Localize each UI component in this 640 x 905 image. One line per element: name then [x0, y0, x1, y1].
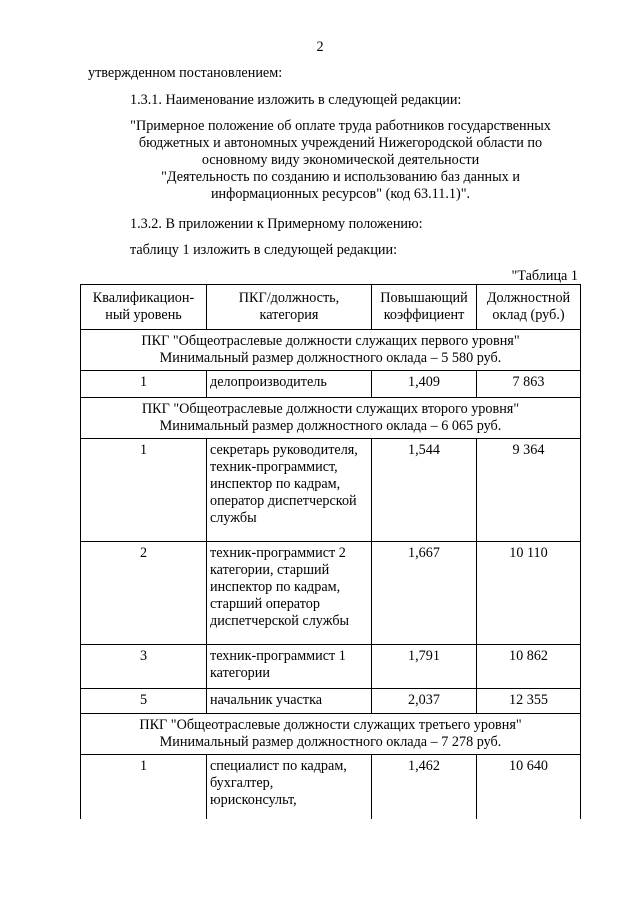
- position-line: инспектор по кадрам,: [210, 579, 341, 595]
- item-1-3-2: 1.3.2. В приложении к Примерному положению:: [130, 216, 423, 232]
- coefficient-cell: 1,791: [372, 645, 477, 689]
- salary-cell: 10 862: [477, 645, 581, 689]
- position-line: делопроизводитель: [210, 374, 327, 390]
- position-line: бухгалтер,: [210, 775, 274, 791]
- header-salary: [477, 285, 581, 330]
- group-header-row: [81, 714, 581, 755]
- level-cell: 1: [81, 755, 207, 820]
- group-header-row: [81, 398, 581, 439]
- position-line: категории, старший: [210, 562, 330, 578]
- quote-title-line: "Деятельность по созданию и использованию баз данных и: [161, 169, 520, 185]
- salary-cell: 9 364: [477, 439, 581, 542]
- position-line: категории: [210, 665, 270, 681]
- intro-line: утвержденном постановлением:: [88, 65, 283, 81]
- position-line: старший оператор: [210, 596, 320, 612]
- group-title-cell: [81, 714, 581, 755]
- quote-title-line: информационных ресурсов" (код 63.11.1)".: [210, 186, 471, 202]
- header-text: Квалификацион-: [92, 290, 195, 306]
- position-cell: [207, 371, 372, 398]
- coefficient-cell: 1,409: [372, 371, 477, 398]
- header-text: Должностной: [486, 290, 571, 306]
- table-row: [81, 755, 581, 820]
- group-title: ПКГ "Общеотраслевые должности служащих первого уровня": [141, 333, 520, 349]
- level-cell: 2: [81, 542, 207, 645]
- header-text: коэффициент: [383, 307, 465, 323]
- table-row: [81, 542, 581, 645]
- group-min-salary: Минимальный размер должностного оклада – 6 065 руб.: [159, 418, 502, 434]
- quote-title-line: "Примерное положение об оплате труда работников государственных: [130, 118, 551, 134]
- position-line: юрисконсульт,: [210, 792, 297, 808]
- table-caption: "Таблица 1: [511, 268, 578, 284]
- header-text: категория: [259, 307, 319, 323]
- salary-cell: 7 863: [477, 371, 581, 398]
- table-row: [81, 371, 581, 398]
- coefficient-cell: 1,544: [372, 439, 477, 542]
- level-cell: 5: [81, 689, 207, 714]
- level-cell: 1: [81, 371, 207, 398]
- position-cell: [207, 439, 372, 542]
- group-header-row: [81, 330, 581, 371]
- group-title: ПКГ "Общеотраслевые должности служащих третьего уровня": [139, 717, 522, 733]
- group-min-salary: Минимальный размер должностного оклада – 5 580 руб.: [159, 350, 502, 366]
- group-title: ПКГ "Общеотраслевые должности служащих второго уровня": [141, 401, 520, 417]
- position-line: диспетчерской службы: [210, 613, 350, 629]
- quote-title-line: бюджетных и автономных учреждений Нижегородской области по: [138, 135, 543, 151]
- position-line: специалист по кадрам,: [210, 758, 347, 774]
- position-cell: [207, 645, 372, 689]
- position-line: техник-программист 1: [210, 648, 346, 664]
- position-line: секретарь руководителя,: [210, 442, 358, 458]
- item-1-3-1: 1.3.1. Наименование изложить в следующей редакции:: [130, 92, 462, 108]
- position-cell: [207, 542, 372, 645]
- position-line: службы: [210, 510, 257, 526]
- position-line: техник-программист,: [210, 459, 338, 475]
- group-min-salary: Минимальный размер должностного оклада – 7 278 руб.: [159, 734, 502, 750]
- page-number: 2: [316, 39, 324, 55]
- header-position: [207, 285, 372, 330]
- group-title-cell: [81, 398, 581, 439]
- salary-cell: 12 355: [477, 689, 581, 714]
- position-line: начальник участка: [210, 692, 323, 708]
- group-title-cell: [81, 330, 581, 371]
- level-cell: 1: [81, 439, 207, 542]
- level-cell: 3: [81, 645, 207, 689]
- position-line: техник-программист 2: [210, 545, 346, 561]
- header-text: Повышающий: [380, 290, 468, 306]
- salary-cell: 10 640: [477, 755, 581, 820]
- table-row: [81, 439, 581, 542]
- header-text: ПКГ/должность,: [238, 290, 340, 306]
- table-row: [81, 645, 581, 689]
- table-row: [81, 689, 581, 714]
- salary-table: [80, 284, 581, 819]
- header-qualification-level: [81, 285, 207, 330]
- header-text: ный уровень: [105, 307, 182, 323]
- quote-title-line: основному виду экономической деятельности: [201, 152, 480, 168]
- coefficient-cell: 1,667: [372, 542, 477, 645]
- position-line: инспектор по кадрам,: [210, 476, 341, 492]
- coefficient-cell: 2,037: [372, 689, 477, 714]
- coefficient-cell: 1,462: [372, 755, 477, 820]
- header-coefficient: [372, 285, 477, 330]
- position-cell: [207, 755, 372, 820]
- quoted-document-title: [88, 118, 593, 203]
- position-cell: [207, 689, 372, 714]
- salary-cell: 10 110: [477, 542, 581, 645]
- table-header-row: [81, 285, 581, 330]
- item-table-1: таблицу 1 изложить в следующей редакции:: [130, 242, 398, 258]
- position-line: оператор диспетчерской: [210, 493, 357, 509]
- header-text: оклад (руб.): [492, 307, 565, 323]
